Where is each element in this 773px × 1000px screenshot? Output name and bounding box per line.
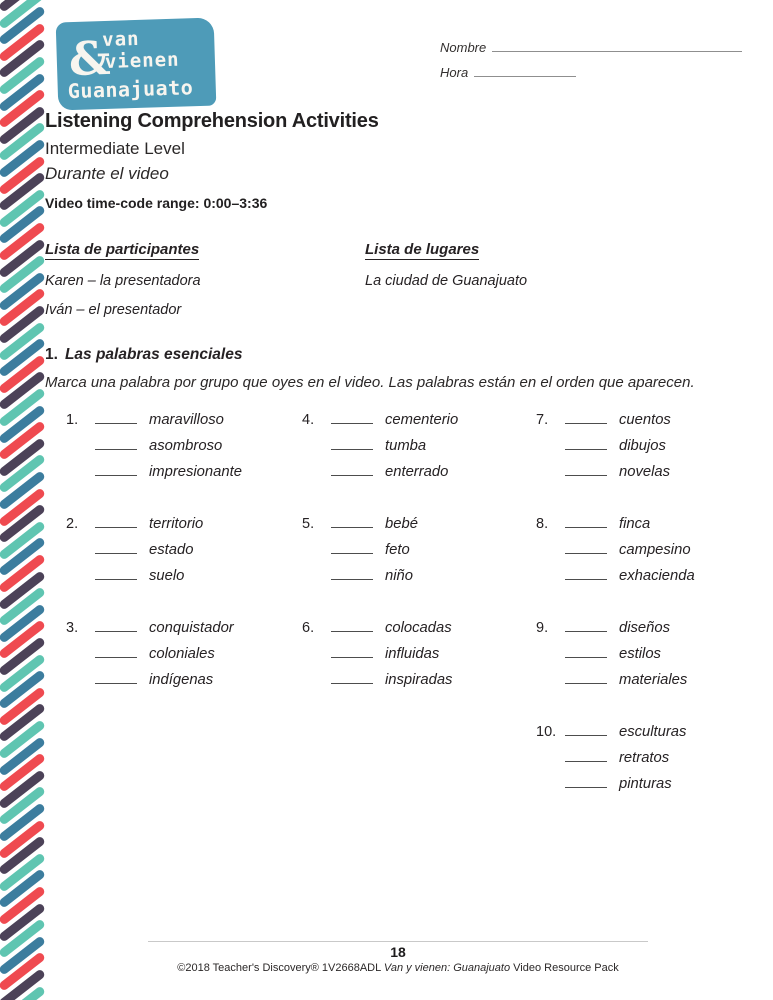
word-option: exhacienda: [619, 568, 695, 584]
footer-divider: [148, 941, 648, 942]
activity-title: Las palabras esenciales: [64, 346, 243, 363]
group-number: 9.: [536, 620, 549, 636]
answer-blank[interactable]: [565, 461, 607, 476]
word-group-5: [302, 511, 536, 589]
word-option: diseños: [619, 620, 671, 636]
answer-blank[interactable]: [95, 565, 137, 580]
groups-column-3: [536, 407, 746, 823]
places-heading: Lista de lugares: [365, 241, 480, 258]
group-number: 8.: [536, 516, 549, 532]
answer-blank[interactable]: [565, 435, 607, 450]
word-option: impresionante: [149, 464, 242, 480]
level-subtitle: Intermediate Level: [45, 139, 185, 158]
participant-item: Karen – la presentadora: [45, 273, 201, 289]
word-option: campesino: [619, 542, 691, 558]
word-group-4: [302, 407, 536, 485]
copyright-prefix: ©2018 Teacher's Discovery® 1V2668ADL: [177, 962, 384, 974]
name-label: Nombre: [440, 40, 487, 55]
timecode-range: Video time-code range: 0:00–3:36: [45, 195, 268, 211]
name-field-row: [440, 38, 742, 55]
logo-word-vienen: vienen: [104, 48, 180, 73]
word-group-6: [302, 615, 536, 693]
answer-blank[interactable]: [95, 461, 137, 476]
answer-blank[interactable]: [331, 669, 373, 684]
word-option: pinturas: [619, 776, 672, 792]
answer-blank[interactable]: [565, 747, 607, 762]
word-option: estado: [149, 542, 194, 558]
participant-item: Iván – el presentador: [45, 302, 182, 318]
word-option: dibujos: [619, 438, 666, 454]
logo-word-van: van: [101, 27, 140, 52]
word-option: influidas: [385, 646, 440, 662]
word-option: tumba: [385, 438, 427, 454]
groups-column-1: [66, 407, 302, 823]
decorative-stripe-border: [0, 0, 50, 1000]
logo-word-guanajuato: Guanajuato: [67, 75, 194, 104]
answer-blank[interactable]: [331, 461, 373, 476]
word-option: indígenas: [149, 672, 214, 688]
word-option: niño: [385, 568, 413, 584]
group-number: 7.: [536, 412, 549, 428]
answer-blank[interactable]: [95, 539, 137, 554]
word-option: colocadas: [385, 620, 452, 636]
answer-blank[interactable]: [565, 617, 607, 632]
word-option: suelo: [149, 568, 185, 584]
word-option: bebé: [385, 516, 418, 532]
section-subtitle: Durante el video: [45, 164, 169, 183]
word-option: inspiradas: [385, 672, 453, 688]
copyright-line: [45, 962, 751, 974]
answer-blank[interactable]: [95, 617, 137, 632]
group-number: 3.: [66, 620, 79, 636]
place-item: La ciudad de Guanajuato: [365, 273, 528, 289]
hour-input-line[interactable]: [474, 63, 576, 77]
group-number: 2.: [66, 516, 79, 532]
answer-blank[interactable]: [95, 513, 137, 528]
places-list: [365, 241, 527, 289]
word-option: maravilloso: [149, 412, 224, 428]
hour-field-row: [440, 63, 576, 80]
answer-blank[interactable]: [565, 565, 607, 580]
activity-header: [45, 346, 242, 364]
answer-blank[interactable]: [331, 409, 373, 424]
group-number: 10.: [536, 724, 557, 740]
answer-blank[interactable]: [565, 669, 607, 684]
word-group-3: [66, 615, 302, 693]
answer-blank[interactable]: [95, 435, 137, 450]
answer-blank[interactable]: [95, 669, 137, 684]
logo: [56, 18, 217, 111]
word-group-10: [536, 719, 746, 797]
word-option: feto: [385, 542, 410, 558]
word-option: estilos: [619, 646, 661, 662]
word-group-7: [536, 407, 746, 485]
answer-blank[interactable]: [565, 513, 607, 528]
word-option: coloniales: [149, 646, 215, 662]
hour-label: Hora: [440, 65, 469, 80]
answer-blank[interactable]: [331, 617, 373, 632]
answer-blank[interactable]: [565, 721, 607, 736]
answer-blank[interactable]: [95, 643, 137, 658]
answer-blank[interactable]: [331, 435, 373, 450]
word-option: territorio: [149, 516, 204, 532]
page-number: 18: [390, 944, 406, 960]
word-option: cementerio: [385, 412, 459, 428]
answer-blank[interactable]: [565, 773, 607, 788]
copyright-title: Van y vienen: Guanajuato: [383, 962, 511, 974]
group-number: 5.: [302, 516, 315, 532]
word-group-1: [66, 407, 302, 485]
answer-blank[interactable]: [565, 409, 607, 424]
answer-blank[interactable]: [331, 643, 373, 658]
answer-blank[interactable]: [565, 539, 607, 554]
name-input-line[interactable]: [492, 38, 742, 52]
groups-column-2: [302, 407, 536, 823]
group-number: 1.: [66, 412, 79, 428]
word-option: materiales: [619, 672, 688, 688]
word-option: cuentos: [619, 412, 671, 428]
activity-instructions: Marca una palabra por grupo que oyes en el video. Las palabras están en el orden que aparecen.: [45, 374, 695, 391]
word-option: conquistador: [149, 620, 234, 636]
word-option: retratos: [619, 750, 670, 766]
group-number: 4.: [302, 412, 315, 428]
word-option: novelas: [619, 464, 671, 480]
word-option: finca: [619, 516, 651, 532]
participants-list: [45, 241, 201, 318]
word-group-2: [66, 511, 302, 589]
group-number: 6.: [302, 620, 315, 636]
word-groups-grid: [66, 407, 746, 823]
answer-blank[interactable]: [331, 513, 373, 528]
word-group-8: [536, 511, 746, 589]
answer-blank[interactable]: [95, 409, 137, 424]
word-group-9: [536, 615, 746, 693]
logo-ampersand: &: [67, 30, 112, 87]
word-option: asombroso: [149, 438, 223, 454]
participants-heading: Lista de participantes: [45, 241, 200, 258]
answer-blank[interactable]: [331, 539, 373, 554]
page-title: Listening Comprehension Activities: [45, 110, 379, 132]
answer-blank[interactable]: [565, 643, 607, 658]
answer-blank[interactable]: [331, 565, 373, 580]
word-option: esculturas: [619, 724, 687, 740]
activity-number: 1.: [45, 346, 58, 363]
copyright-suffix: Video Resource Pack: [510, 962, 619, 974]
word-option: enterrado: [385, 464, 449, 480]
